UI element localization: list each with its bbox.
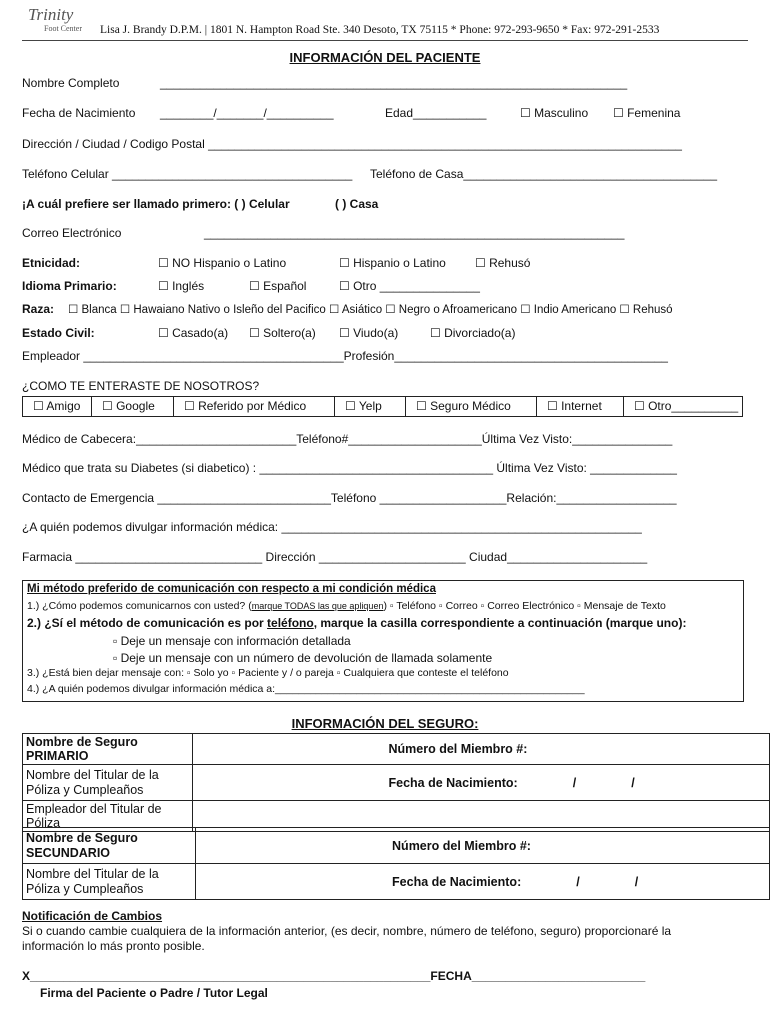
signature-line[interactable]: X____________________________________________________________FECHA__________________________	[22, 969, 646, 983]
comm-question-4[interactable]: 4.) ¿A quién podemos divulgar información médica a:_____________________________________________________	[27, 683, 585, 695]
marital-option[interactable]: ☐ Soltero(a)	[249, 326, 316, 340]
ethnicity-option[interactable]: ☐ NO Hispanio o Latino	[158, 256, 287, 270]
referral-option[interactable]: ☐ Referido por Médico	[174, 397, 335, 416]
secondary-member-number[interactable]: Número del Miembro #:	[196, 828, 770, 864]
comm-heading: Mi método preferido de comunicación con respecto a mi condición médica	[27, 583, 436, 595]
secondary-holder-dob[interactable]	[196, 864, 770, 900]
dob-label: Fecha de Nacimiento:	[388, 775, 518, 790]
employer-field[interactable]: Empleador _______________________________________Profesión_________________________________________	[22, 349, 668, 363]
comm-q2-phone: teléfono	[267, 616, 314, 630]
emergency-contact-field[interactable]: Contacto de Emergencia __________________________Teléfono ___________________Relación:__________________	[22, 491, 677, 505]
primary-employer-label: Empleador del Titular de Póliza	[23, 801, 193, 832]
primary-member-number[interactable]: Número del Miembro #:	[192, 734, 770, 765]
call-pref-home[interactable]: ( ) Casa	[335, 197, 379, 211]
marital-option[interactable]: ☐ Casado(a)	[158, 326, 229, 340]
comm-question-3[interactable]: 3.) ¿Está bien dejar mensaje con: ▫ Solo yo ▫ Paciente y / o pareja ▫ Cualquiera que conteste el teléfono	[27, 667, 509, 679]
patient-info-title: INFORMACIÓN DEL PACIENTE	[289, 50, 481, 65]
clinic-contact: Lisa J. Brandy D.P.M. | 1801 N. Hampton Road Ste. 340 Desoto, TX 75115 * Phone: 972-293-9650 * Fax: 972-291-2533	[100, 24, 660, 36]
referral-option[interactable]: ☐ Otro__________	[634, 399, 739, 413]
primary-insurance-table	[22, 733, 770, 832]
disclosure-field[interactable]: ¿A quién podemos divulgar información médica: ______________________________________________________	[22, 520, 642, 534]
trinity-logo	[28, 6, 82, 33]
language-option[interactable]: ☐ Otro _______________	[339, 279, 480, 293]
referral-option[interactable]: ☐ Seguro Médico	[406, 397, 537, 416]
ethnicity-option[interactable]: ☐ Rehusó	[475, 256, 531, 270]
changes-heading: Notificación de Cambios	[22, 909, 163, 923]
primary-insurance-label: Nombre de Seguro PRIMARIO	[23, 734, 193, 765]
ethnicity-option[interactable]: ☐ Hispanio o Latino	[339, 256, 446, 270]
language-option[interactable]: ☐ Español	[249, 279, 307, 293]
address-field[interactable]: Dirección / Ciudad / Codigo Postal _______________________________________________________________________	[22, 137, 682, 151]
language-label: Idioma Primario:	[22, 279, 117, 293]
referral-option[interactable]: ☐ Internet	[537, 397, 624, 416]
date-slash: /	[572, 775, 577, 790]
comm-question-1[interactable]	[27, 600, 666, 612]
referral-options	[22, 396, 743, 417]
race-label: Raza:	[22, 302, 55, 316]
referral-option[interactable]: ☐ Google	[92, 397, 174, 416]
email-field[interactable]: _______________________________________________________________	[204, 226, 625, 240]
female-checkbox[interactable]: ☐ Femenina	[613, 106, 681, 120]
signature-label: Firma del Paciente o Padre / Tutor Legal	[40, 986, 268, 1000]
referral-option[interactable]: ☐ Amigo	[23, 397, 92, 416]
insurance-title: INFORMACIÓN DEL SEGURO:	[291, 716, 479, 731]
secondary-insurance-label: Nombre de Seguro SECUNDARIO	[23, 828, 196, 864]
comm-question-2	[27, 616, 686, 630]
language-option[interactable]: ☐ Inglés	[158, 279, 205, 293]
primary-doctor-field[interactable]: Médico de Cabecera:________________________Teléfono#____________________Última Vez Visto:_______________	[22, 432, 673, 446]
date-slash: /	[576, 874, 580, 889]
full-name-label: Nombre Completo	[22, 76, 120, 90]
age-field[interactable]: Edad___________	[385, 106, 487, 120]
referral-question: ¿COMO TE ENTERASTE DE NOSOTROS?	[22, 379, 260, 393]
pharmacy-field[interactable]: Farmacia ____________________________ Dirección ______________________ Ciudad_____________________	[22, 550, 648, 564]
marital-option[interactable]: ☐ Divorciado(a)	[430, 326, 516, 340]
marital-label: Estado Civil:	[22, 326, 95, 340]
email-label: Correo Electrónico	[22, 226, 122, 240]
referral-option[interactable]: ☐ Yelp	[335, 397, 406, 416]
comm-q2-text: 2.) ¿Sí el método de comunicación es por	[27, 616, 268, 630]
comm-q1-prefix: 1.) ¿Cómo podemos comunicarnos con usted? (	[27, 600, 252, 612]
home-phone-field[interactable]: Teléfono de Casa______________________________________	[370, 167, 718, 181]
date-slash: /	[634, 874, 639, 889]
logo-sub-text: Foot Center	[44, 24, 82, 33]
full-name-field[interactable]: ______________________________________________________________________	[160, 76, 628, 90]
comm-option-callback[interactable]: ▫ Deje un mensaje con un número de devolución de llamada solamente	[113, 651, 493, 665]
dob-label: Fecha de Nacimiento	[22, 106, 136, 120]
changes-body: Si o cuando cambie cualquiera de la información anterior, (es decir, nombre, número de teléfono, seguro) proporcionaré la información lo más pronto posible.	[22, 924, 672, 953]
comm-option-detailed[interactable]: ▫ Deje un mensaje con información detallada	[113, 634, 351, 648]
secondary-insurance-table	[22, 827, 770, 900]
marital-option[interactable]: ☐ Viudo(a)	[339, 326, 399, 340]
dob-field[interactable]: ________/_______/__________	[160, 106, 334, 120]
cell-phone-field[interactable]: Teléfono Celular ____________________________________	[22, 167, 353, 181]
call-pref-cell[interactable]: ¡A cuál prefiere ser llamado primero: ( ) Celular	[22, 197, 290, 211]
letterhead	[22, 6, 748, 41]
male-checkbox[interactable]: ☐ Masculino	[520, 106, 589, 120]
date-slash: /	[631, 775, 635, 790]
communication-preferences	[22, 580, 744, 702]
comm-q1-options[interactable]: ) ▫ Teléfono ▫ Correo ▫ Correo Electrónico ▫ Mensaje de Texto	[383, 600, 666, 612]
dob-label: Fecha de Nacimiento:	[392, 874, 522, 889]
primary-holder-label: Nombre del Titular de la Póliza y Cumpleaños	[23, 765, 193, 801]
logo-main-text: Trinity	[28, 5, 74, 24]
diabetes-doctor-field[interactable]: Médico que trata su Diabetes (si diabetico) : ___________________________________ Última Vez Visto: _____________	[22, 461, 677, 475]
primary-holder-dob[interactable]	[192, 765, 770, 801]
comm-q1-note: marque TODAS las que apliquen	[251, 601, 384, 611]
comm-q2-text-end: , marque la casilla correspondiente a continuación (marque uno):	[313, 616, 687, 630]
ethnicity-label: Etnicidad:	[22, 256, 81, 270]
race-options[interactable]: ☐ Blanca ☐ Hawaiano Nativo o Isleño del Pacifico ☐ Asiático ☐ Negro o Afroamericano ☐ Indio Americano ☐ Rehusó	[68, 304, 673, 316]
secondary-holder-label: Nombre del Titular de la Póliza y Cumpleaños	[23, 864, 196, 900]
